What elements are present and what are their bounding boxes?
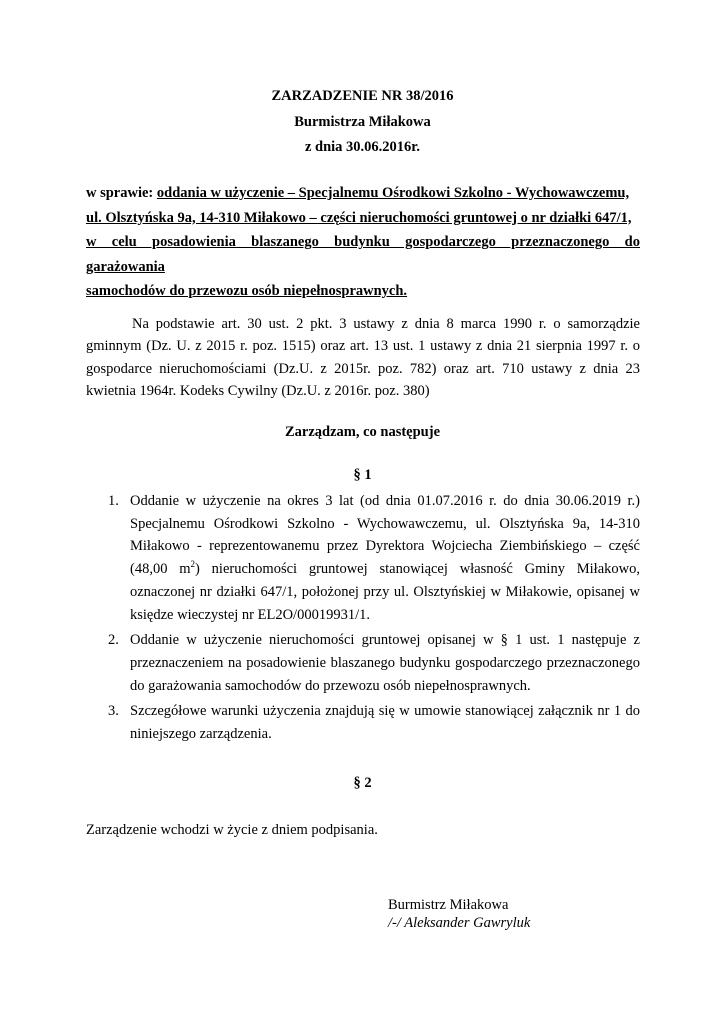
list-item-text: Oddanie w użyczenie na okres 3 lat (od dnia 01.07.2016 r. do dnia 30.06.2019 r.) Specjalnemu Ośrodkowi Szkolno - Wychowawczemu, ul. Olsztyńska 9a, 14-310 Miłakowo - reprezentowanemu przez Dyrektora Wojciecha Ziembińskiego – część (48,00 m — [130, 493, 640, 578]
list-item-text: Szczegółowe warunki użyczenia znajdują się w umowie stanowiącej załącznik nr 1 do niniejszego zarządzenia. — [130, 703, 640, 743]
subject-text-1: oddania w użyczenie – Specjalnemu Ośrodkowi Szkolno - Wychowawczemu, — [156, 185, 630, 201]
list-item-number: 3. — [108, 703, 119, 720]
document-issuer: Burmistrza Miłakowa — [294, 114, 431, 130]
subject-block — [86, 181, 640, 304]
signature-title: Burmistrz Miłakowa — [388, 897, 509, 913]
subject-line-2: ul. Olsztyńska 9a, 14-310 Miłakowo – części nieruchomości gruntowej o nr działki 647/1, — [86, 209, 632, 226]
section-2-text: Zarządzenie wchodzi w życie z dniem podpisania. — [86, 822, 378, 838]
list-item-number: 1. — [108, 493, 119, 509]
list-item — [108, 490, 640, 626]
subject-line-3: w celu posadowienia blaszanego budynku gospodarczego przeznaczonego do garażowania — [86, 234, 640, 275]
list-item-number: 2. — [108, 632, 119, 649]
section-2-heading: § 2 — [353, 775, 372, 791]
list-item-text-cont: ) nieruchomości gruntowej stanowiącej własność Gminy Miłakowo, oznaczonej nr działki 647/1, położonej przy ul. Olsztyńskiej w Miłakowie, opisanej w księdze wieczystej nr EL2O/00019931/1. — [130, 561, 640, 623]
order-heading: Zarządzam, co następuje — [284, 424, 441, 440]
list-item — [108, 700, 640, 745]
legal-basis-text: Na podstawie art. 30 ust. 2 pkt. 3 ustawy z dnia 8 marca 1990 r. o samorządzie gminnym (Dz. U. z 2015 r. poz. 1515) oraz art. 13 ust. 1 ustawy z dnia 21 sierpnia 1997 r. o gospodarce nieruchomościami (Dz.U. z 2015r. poz. 782) oraz art. 710 ustawy z dnia 23 kwietnia 1964r. Kodeks Cywilny (Dz.U. z 2016r. poz. 380) — [86, 316, 640, 400]
list-item — [108, 629, 640, 697]
subject-line-4: samochodów do przewozu osób niepełnosprawnych. — [86, 283, 408, 300]
document-title: ZARZADZENIE NR 38/2016 — [271, 88, 454, 104]
list-item-text: Oddanie w użyczenie nieruchomości gruntowej opisanej w § 1 ust. 1 następuje z przeznaczeniem na posadowienie blaszanego budynku gospodarczego przeznaczonego do garażowania samochodów do przewozu osób niepełnosprawnych. — [130, 632, 640, 694]
subject-prefix: w sprawie: — [86, 185, 154, 201]
legal-basis — [86, 313, 640, 403]
section-1-heading: § 1 — [353, 467, 372, 483]
section-1-list — [108, 490, 640, 746]
document-date: z dnia 30.06.2016r. — [304, 139, 421, 155]
superscript: 2 — [190, 559, 196, 570]
signature-name: /-/ Aleksander Gawryluk — [388, 915, 531, 931]
subject-line-1 — [86, 181, 640, 206]
